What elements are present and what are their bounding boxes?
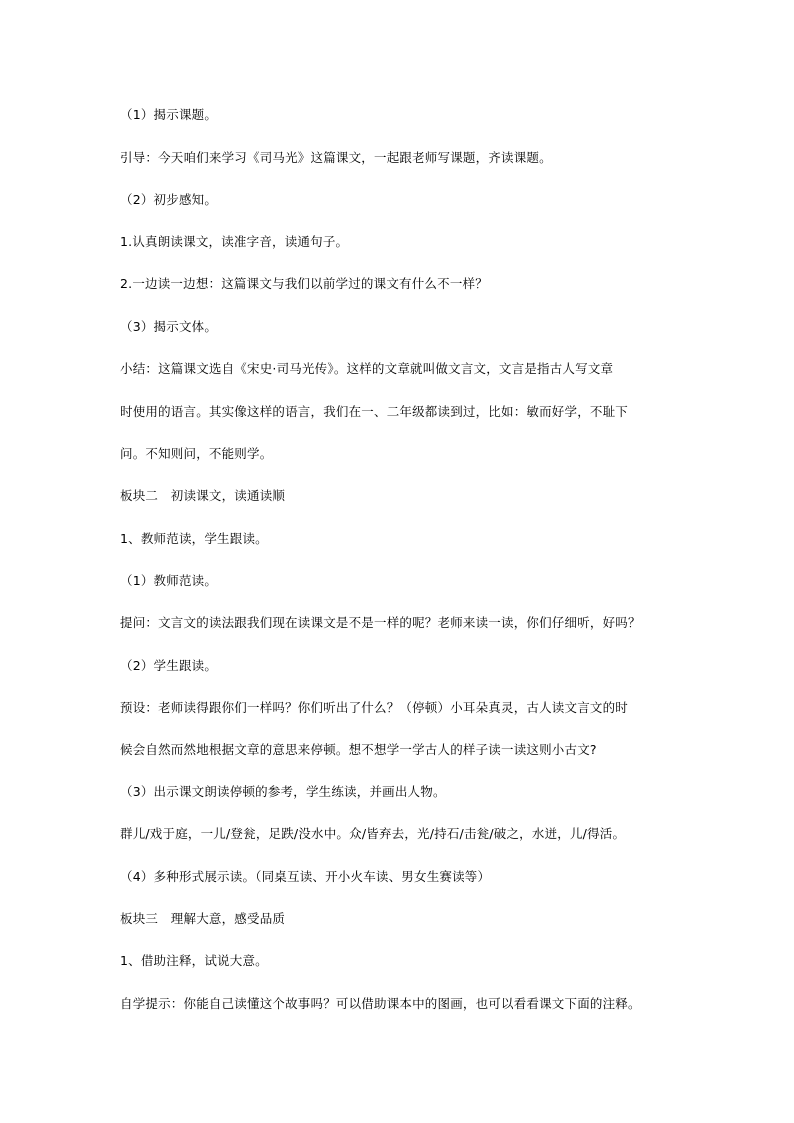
heading-reading-forms: （4）多种形式展示读。（同桌互读、开小火车读、男女生赛读等） xyxy=(120,869,491,884)
paragraph-summary-line-3: 问。不知则问，不能则学。 xyxy=(120,446,273,461)
paragraph-self-study-tip: 自学提示：你能自己读懂这个故事吗？可以借助课本中的图画，也可以看看课文下面的注释。 xyxy=(120,996,641,1011)
paragraph-preset-line-2: 候会自然而然地根据文章的意思来停顿。想不想学一学古人的样子读一读这则小古文? xyxy=(120,742,597,757)
subheading-annotations: 1、借助注释，试说大意。 xyxy=(120,953,268,968)
heading-initial-perception: （2）初步感知。 xyxy=(120,192,218,207)
paragraph-intro-guide: 引导：今天咱们来学习《司马光》这篇课文，一起跟老师写课题，齐读课题。 xyxy=(120,150,552,165)
section-heading-block-3: 板块三 理解大意，感受品质 xyxy=(120,911,286,926)
heading-pause-reference: （3）出示课文朗读停顿的参考，学生练读，并画出人物。 xyxy=(120,784,446,799)
subheading-teacher-reading: 1、教师范读，学生跟读。 xyxy=(120,531,268,546)
list-item-2: 2.一边读一边想：这篇课文与我们以前学过的课文有什么不一样？ xyxy=(120,276,488,291)
list-item-1: 1.认真朗读课文，读准字音，读通句子。 xyxy=(120,234,349,249)
paragraph-summary-line-1: 小结：这篇课文选自《宋史·司马光传》。这样的文章就叫做文言文，文言是指古人写文章 xyxy=(120,361,614,376)
paragraph-preset-line-1: 预设：老师读得跟你们一样吗？你们听出了什么？（停顿）小耳朵真灵，古人读文言文的时 xyxy=(120,700,629,715)
paragraph-summary-line-2: 时使用的语言。其实像这样的语言，我们在一、二年级都读到过，比如：敏而好学，不耻下 xyxy=(120,404,629,419)
heading-reveal-topic: （1）揭示课题。 xyxy=(120,107,218,122)
heading-reveal-genre: （3）揭示文体。 xyxy=(120,319,218,334)
classical-text-with-pauses: 群儿/戏于庭，一儿/登瓮，足跌/没水中。众/皆弃去，光/持石/击瓮/破之，水迸，儿/得活。 xyxy=(120,826,626,841)
heading-teacher-model-reading: （1）教师范读。 xyxy=(120,573,218,588)
heading-student-follow: （2）学生跟读。 xyxy=(120,658,218,673)
section-heading-block-2: 板块二 初读课文，读通读顺 xyxy=(120,488,286,503)
paragraph-question: 提问：文言文的读法跟我们现在读课文是不是一样的呢？老师来读一读，你们仔细听，好吗？ xyxy=(120,615,641,630)
